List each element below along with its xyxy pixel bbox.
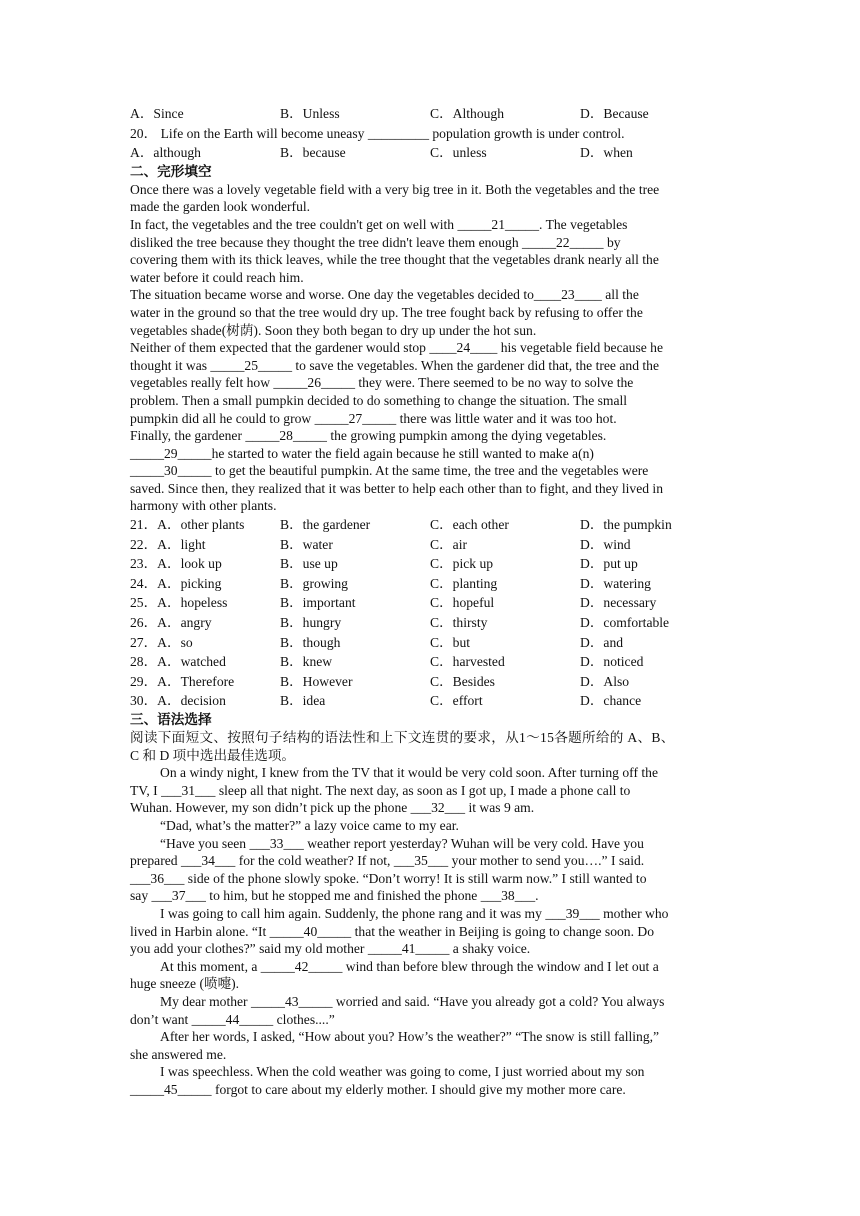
option-24a: 24．A．picking xyxy=(130,575,222,591)
grammar-line: say ___37___ to him, but he stopped me and finished the phone ___38___. xyxy=(130,888,539,904)
cloze-line: made the garden look wonderful. xyxy=(130,199,311,215)
q19-options xyxy=(130,104,730,124)
q20-option-a: A．although xyxy=(130,145,201,161)
cloze-passage xyxy=(130,181,730,515)
cloze-line: problem. Then a small pumpkin decided to do something to change the situation. The small xyxy=(130,392,628,408)
cloze-line: In fact, the vegetables and the tree couldn't get on well with _____21_____. The vegetables xyxy=(130,216,628,232)
option-29a: 29．A．Therefore xyxy=(130,673,235,689)
cloze-line: disliked the tree because they thought the tree didn't leave them enough _____22_____ by xyxy=(130,234,621,250)
q20-stem: 20． Life on the Earth will become uneasy _________ population growth is under control. xyxy=(130,125,625,141)
grammar-line: prepared ___34___ for the cold weather? If not, ___35___ your mother to send you….” I said. xyxy=(130,853,645,869)
grammar-line: At this moment, a _____42_____ wind than before blew through the window and I let out a xyxy=(160,958,659,974)
option-27c: C．but xyxy=(430,634,471,650)
section3-instructions: 阅读下面短文、按照句子结构的语法性和上下文连贯的要求，从1～15各题所给的 A、B、 xyxy=(130,730,675,745)
option-30d: D．chance xyxy=(580,693,642,709)
grammar-line: My dear mother _____43_____ worried and said. “Have you already got a cold? You always xyxy=(160,993,665,1009)
grammar-line: On a windy night, I knew from the TV that it would be very cold soon. After turning off the xyxy=(160,765,658,781)
cloze-line: Finally, the gardener _____28_____ the growing pumpkin among the dying vegetables. xyxy=(130,428,607,444)
cloze-line: thought it was _____25_____ to save the vegetables. When the gardener did that, the tree and the xyxy=(130,357,660,373)
cloze-line: _____29_____he started to water the field again because he still wanted to make a(n) xyxy=(130,445,594,461)
q20-options xyxy=(130,143,730,163)
option-24c: C．planting xyxy=(430,575,498,591)
option-27b: B．though xyxy=(280,634,341,650)
option-30b: B．idea xyxy=(280,693,326,709)
option-21d: D．the pumpkin xyxy=(580,517,672,533)
option-29b: B．However xyxy=(280,673,353,689)
option-25b: B．important xyxy=(280,595,356,611)
q20-option-b: B．because xyxy=(280,145,346,161)
grammar-line: huge sneeze (喷嚏). xyxy=(130,976,240,992)
option-21b: B．the gardener xyxy=(280,517,371,533)
option-21a: 21．A．other plants xyxy=(130,517,245,533)
option-25d: D．necessary xyxy=(580,595,657,611)
option-28d: D．noticed xyxy=(580,654,644,670)
question-row-22 xyxy=(130,535,730,555)
option-22c: C．air xyxy=(430,536,467,552)
grammar-line: TV, I ___31___ sleep all that night. The next day, as soon as I got up, I made a phone call to xyxy=(130,782,631,798)
grammar-line: “Have you seen ___33___ weather report yesterday? Wuhan will be very cold. Have you xyxy=(160,835,644,851)
cloze-line: vegetables shade(树荫). Soon they both began to dry up under the hot sun. xyxy=(130,322,537,338)
grammar-line: “Dad, what’s the matter?” a lazy voice came to my ear. xyxy=(160,817,459,833)
grammar-line: I was going to call him again. Suddenly, the phone rang and it was my ___39___ mother who xyxy=(160,905,669,921)
option-25c: C．hopeful xyxy=(430,595,495,611)
grammar-line: Wuhan. However, my son didn’t pick up the phone ___32___ it was 9 am. xyxy=(130,800,535,816)
option-27a: 27．A．so xyxy=(130,634,193,650)
q19-option-c: C．Although xyxy=(430,106,505,121)
cloze-line: covering them with its thick leaves, while the tree thought that the vegetables drank nearly all the xyxy=(130,252,659,268)
exam-page xyxy=(130,104,730,1098)
question-row-27 xyxy=(130,633,730,653)
option-26c: C．thirsty xyxy=(430,615,488,631)
option-30c: C．effort xyxy=(430,693,483,709)
option-28a: 28．A．watched xyxy=(130,654,226,670)
grammar-line: ___36___ side of the phone slowly spoke. “Don’t worry! It is still warm now.” I still wanted to xyxy=(130,870,647,886)
option-25a: 25．A．hopeless xyxy=(130,595,228,611)
question-row-30 xyxy=(130,691,730,711)
grammar-line: you add your clothes?” said my old mother _____41_____ a shaky voice. xyxy=(130,941,531,957)
cloze-line: harmony with other plants. xyxy=(130,498,277,514)
option-28c: C．harvested xyxy=(430,654,505,670)
option-26d: D．comfortable xyxy=(580,615,670,631)
option-27d: D．and xyxy=(580,634,624,650)
option-23b: B．use up xyxy=(280,556,338,572)
q20-option-d: D．when xyxy=(580,145,633,161)
question-row-23 xyxy=(130,554,730,574)
grammar-line: After her words, I asked, “How about you? How’s the weather?” “The snow is still falling,” xyxy=(160,1029,660,1045)
option-22b: B．water xyxy=(280,536,333,552)
question-row-29 xyxy=(130,672,730,692)
option-23d: D．put up xyxy=(580,556,638,572)
option-29d: D．Also xyxy=(580,673,630,689)
option-26b: B．hungry xyxy=(280,615,342,631)
grammar-line: she answered me. xyxy=(130,1046,227,1062)
cloze-line: saved. Since then, they realized that it was better to help each other than to fight, and they lived in xyxy=(130,480,664,496)
cloze-line: pumpkin did all he could to grow _____27_____ there was little water and it was too hot. xyxy=(130,410,617,426)
q19-option-a: A．Since xyxy=(130,106,184,121)
grammar-line: _____45_____ forgot to care about my elderly mother. I should give my mother more care. xyxy=(130,1081,626,1097)
cloze-line: _____30_____ to get the beautiful pumpkin. At the same time, the tree and the vegetables were xyxy=(130,463,649,479)
grammar-line: I was speechless. When the cold weather was going to come, I just worried about my son xyxy=(160,1064,645,1080)
question-row-21 xyxy=(130,515,730,535)
grammar-passage xyxy=(130,764,730,1098)
option-28b: B．knew xyxy=(280,654,333,670)
grammar-line: lived in Harbin alone. “It _____40_____ that the weather in Beijing is going to change soon. Do xyxy=(130,923,655,939)
cloze-line: water in the ground so that the tree would dry up. The tree fought back by refusing to offer the xyxy=(130,304,643,320)
option-24b: B．growing xyxy=(280,575,348,591)
grammar-line: don’t want _____44_____ clothes....” xyxy=(130,1011,335,1027)
section3-heading: 三、语法选择 xyxy=(130,712,212,727)
q19-option-d: D．Because xyxy=(580,106,649,121)
section3-instructions: C 和 D 项中选出最佳选项。 xyxy=(130,747,296,763)
cloze-questions xyxy=(130,515,730,711)
question-row-25 xyxy=(130,593,730,613)
section2-heading: 二、完形填空 xyxy=(130,163,212,179)
cloze-line: vegetables really felt how _____26_____ they were. There seemed to be no way to solve the xyxy=(130,375,634,391)
option-22d: D．wind xyxy=(580,536,631,552)
question-row-24 xyxy=(130,574,730,594)
cloze-line: water before it could reach him. xyxy=(130,269,304,285)
q20-option-c: C．unless xyxy=(430,145,487,161)
option-29c: C．Besides xyxy=(430,673,495,689)
option-24d: D．watering xyxy=(580,575,651,591)
cloze-line: Neither of them expected that the gardener would stop ____24____ his vegetable field because he xyxy=(130,340,663,356)
option-22a: 22．A．light xyxy=(130,536,206,552)
option-23c: C．pick up xyxy=(430,556,494,572)
option-30a: 30．A．decision xyxy=(130,693,226,709)
q19-option-b: B．Unless xyxy=(280,106,340,121)
option-21c: C．each other xyxy=(430,517,509,533)
question-row-28 xyxy=(130,652,730,672)
cloze-line: The situation became worse and worse. One day the vegetables decided to____23____ all the xyxy=(130,287,639,303)
question-row-26 xyxy=(130,613,730,633)
option-26a: 26．A．angry xyxy=(130,615,212,631)
option-23a: 23．A．look up xyxy=(130,556,222,572)
cloze-line: Once there was a lovely vegetable field with a very big tree in it. Both the vegetables and the tree xyxy=(130,181,660,197)
